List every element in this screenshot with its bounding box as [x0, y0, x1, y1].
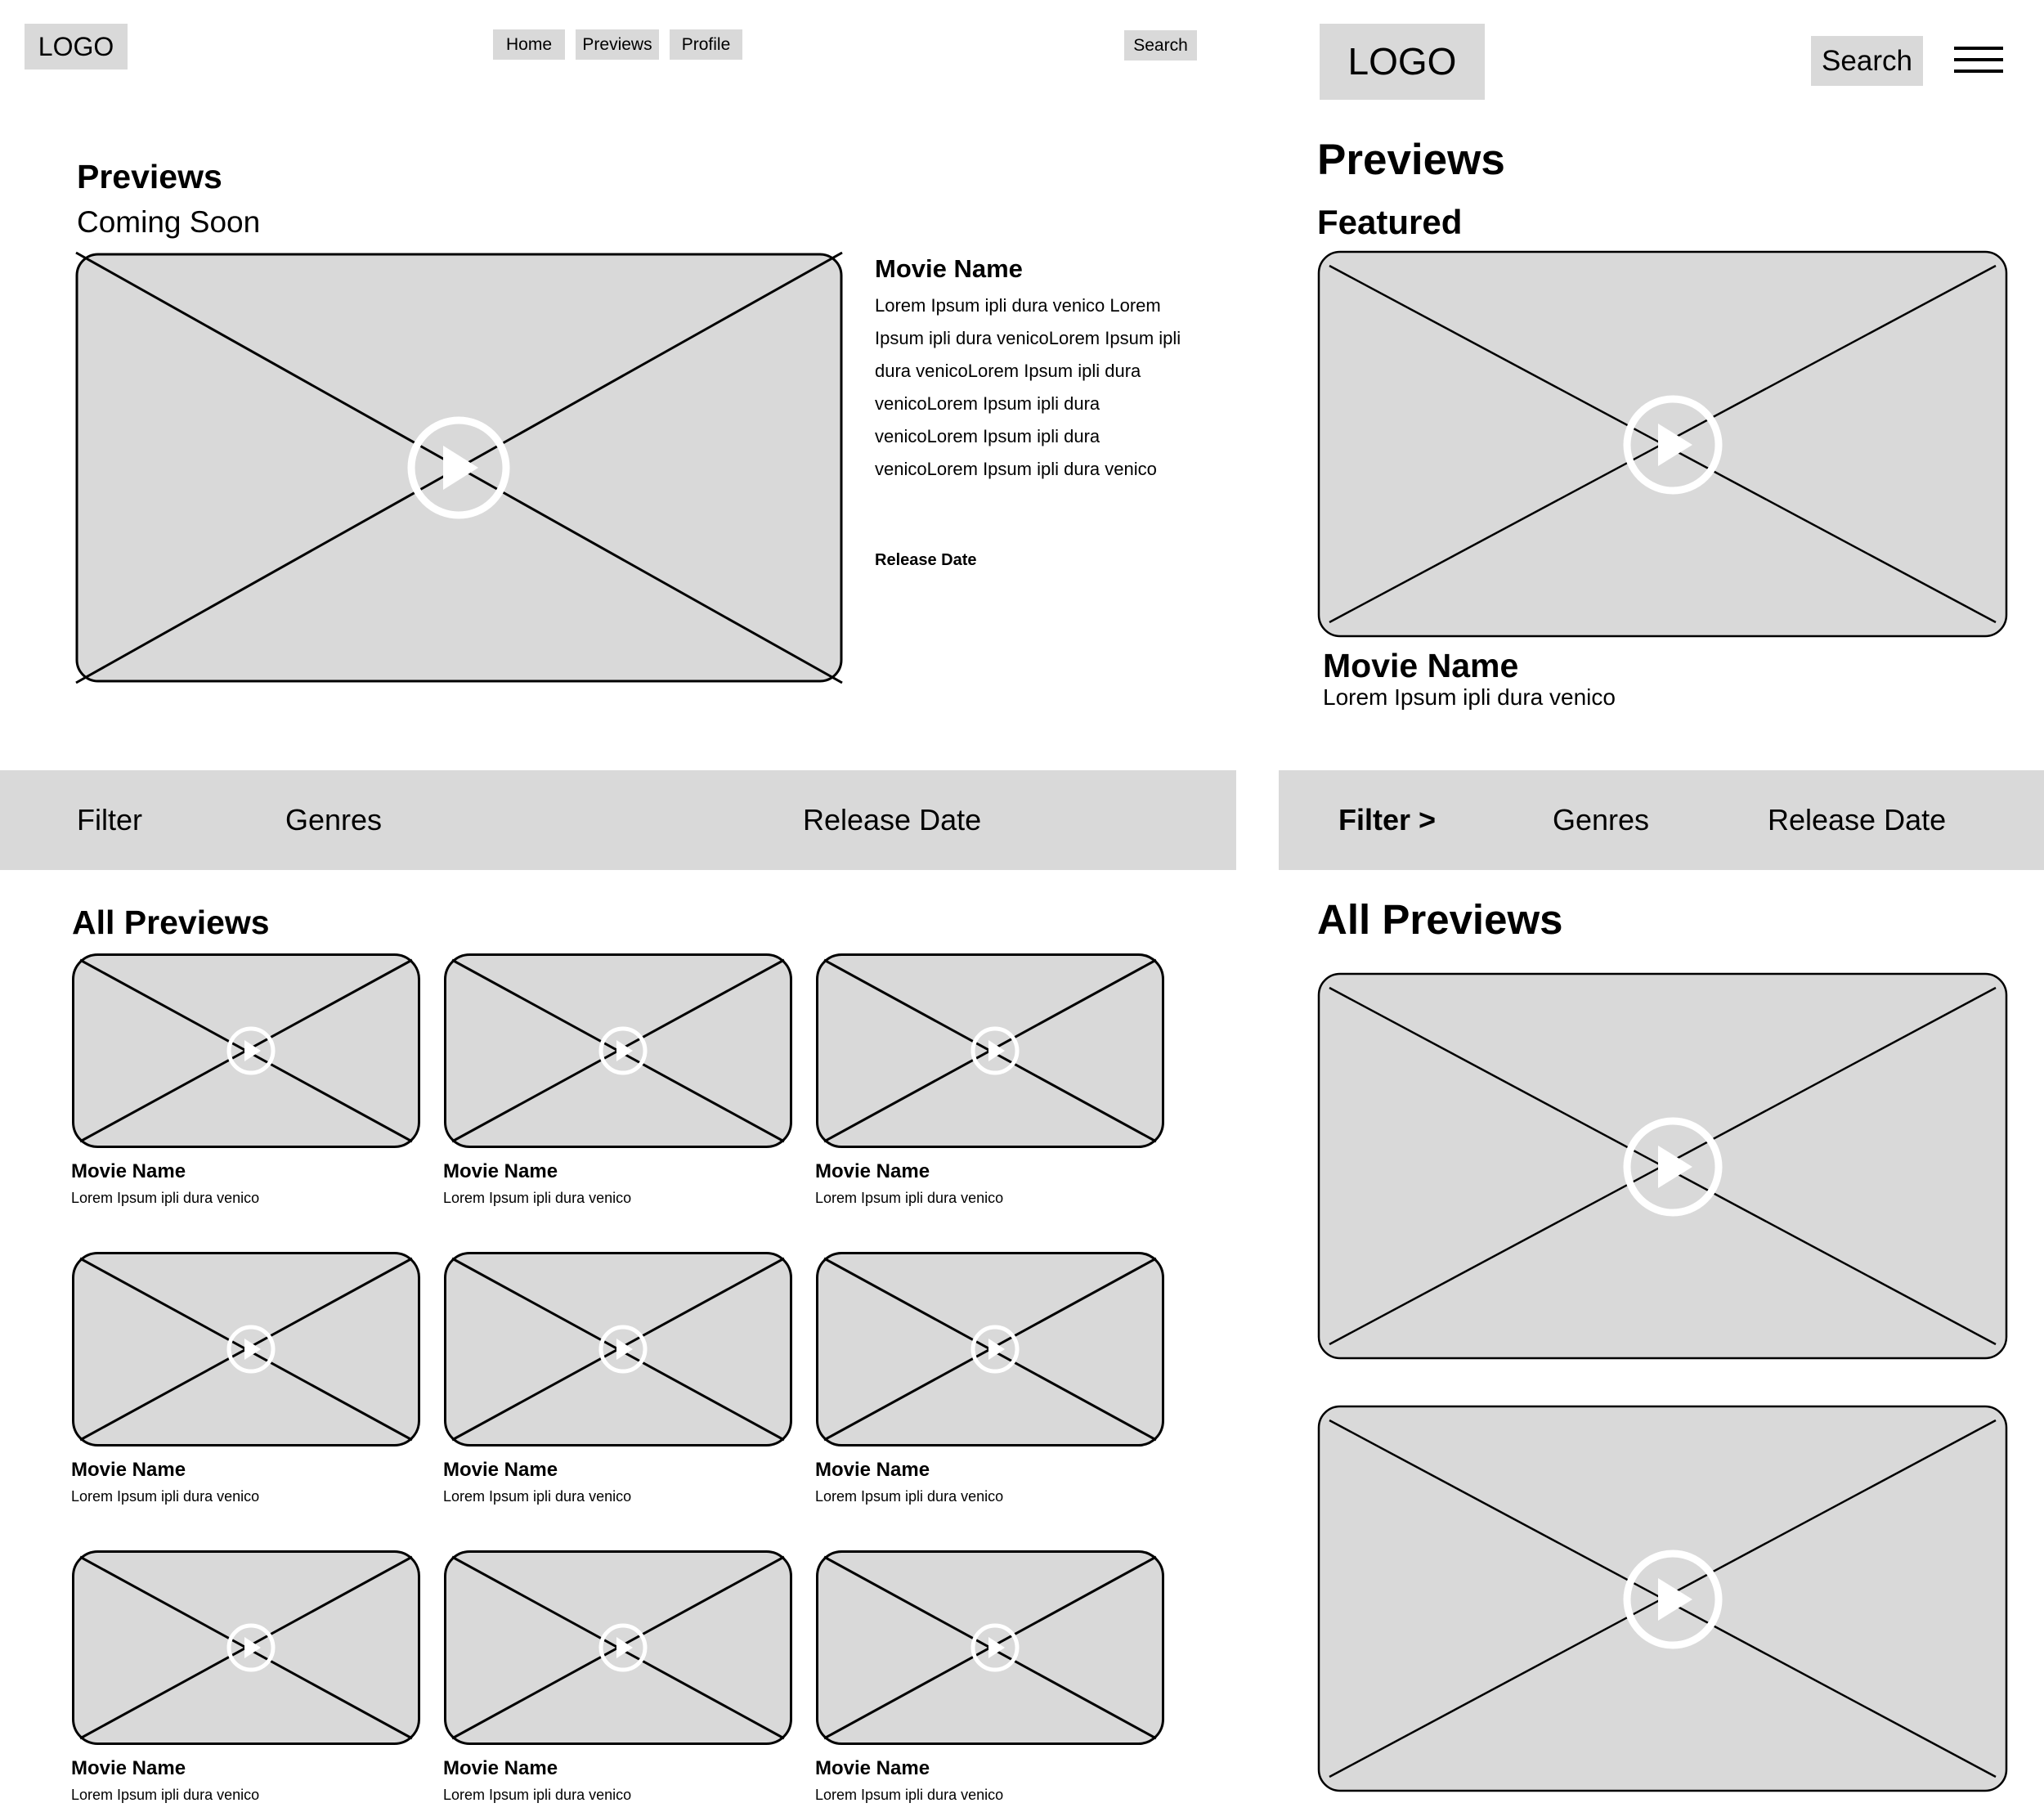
nav-previews-label: Previews: [582, 35, 652, 54]
featured-movie-name: Movie Name: [1323, 647, 1519, 684]
mobile-preview-graphic-1: [1318, 973, 2007, 1359]
desktop-search-button[interactable]: [1124, 30, 1197, 61]
preview-card-description: Lorem Ipsum ipli dura venico: [71, 1787, 260, 1803]
preview-card-movie-name: Movie Name: [443, 1459, 558, 1481]
preview-card-graphic: [816, 1550, 1164, 1745]
hero-release-date: Release Date: [875, 551, 977, 569]
featured-video-graphic: [1318, 251, 2007, 637]
hero-video[interactable]: [76, 253, 842, 683]
mobile-search-label: Search: [1822, 45, 1912, 77]
preview-card-movie-name: Movie Name: [71, 1459, 186, 1481]
preview-card-description: Lorem Ipsum ipli dura venico: [443, 1190, 632, 1206]
mobile-genres-button[interactable]: Genres: [1553, 803, 1650, 836]
mobile-filter-button[interactable]: Filter >: [1338, 803, 1437, 836]
preview-card-graphic: [72, 1550, 420, 1745]
mobile-search-button[interactable]: [1811, 36, 1923, 86]
mobile-logo-text: LOGO: [1347, 40, 1457, 83]
preview-card-description: Lorem Ipsum ipli dura venico: [443, 1787, 632, 1803]
preview-card-movie-name: Movie Name: [815, 1459, 930, 1481]
preview-card-video[interactable]: [816, 1550, 1164, 1745]
preview-card-movie-name: Movie Name: [815, 1160, 930, 1182]
preview-card-movie-name: Movie Name: [71, 1160, 186, 1182]
preview-card-movie-name: Movie Name: [443, 1757, 558, 1779]
preview-card-description: Lorem Ipsum ipli dura venico: [71, 1488, 260, 1505]
desktop-filter-button[interactable]: Filter: [77, 803, 142, 836]
desktop-coming-soon: Coming Soon: [77, 205, 261, 239]
desktop-genres-button[interactable]: Genres: [285, 803, 383, 836]
preview-card-graphic: [72, 953, 420, 1148]
nav-profile[interactable]: [670, 29, 742, 60]
mobile-preview-video-2[interactable]: [1318, 1406, 2007, 1792]
preview-card-video[interactable]: [72, 1252, 420, 1446]
preview-card-graphic: [444, 1252, 792, 1446]
nav-home[interactable]: [493, 29, 565, 60]
preview-card-video[interactable]: [444, 1550, 792, 1745]
mobile-preview-video-1[interactable]: [1318, 973, 2007, 1359]
preview-card-movie-name: Movie Name: [815, 1757, 930, 1779]
preview-card-video[interactable]: [444, 953, 792, 1148]
preview-card-graphic: [72, 1252, 420, 1446]
preview-card-video[interactable]: [444, 1252, 792, 1446]
desktop-page-title: Previews: [77, 158, 222, 195]
hamburger-menu-icon[interactable]: [1954, 47, 2003, 73]
preview-card-graphic: [444, 953, 792, 1148]
desktop-search-label: Search: [1133, 36, 1188, 55]
preview-card-graphic: [816, 953, 1164, 1148]
preview-card-description: Lorem Ipsum ipli dura venico: [71, 1190, 260, 1206]
preview-card-video[interactable]: [72, 1550, 420, 1745]
desktop-release-date-button[interactable]: Release Date: [803, 803, 982, 836]
featured-video[interactable]: [1318, 251, 2007, 637]
mobile-featured-label: Featured: [1317, 203, 1463, 241]
preview-card-description: Lorem Ipsum ipli dura venico: [815, 1488, 1004, 1505]
preview-card-video[interactable]: [72, 953, 420, 1148]
preview-card-video[interactable]: [816, 953, 1164, 1148]
preview-card-description: Lorem Ipsum ipli dura venico: [443, 1488, 632, 1505]
mobile-release-date-button[interactable]: Release Date: [1768, 803, 1947, 836]
preview-card-description: Lorem Ipsum ipli dura venico: [815, 1190, 1004, 1206]
desktop-logo-text: LOGO: [38, 32, 114, 61]
preview-card-description: Lorem Ipsum ipli dura venico: [815, 1787, 1004, 1803]
hero-video-graphic: [76, 253, 842, 683]
preview-card-graphic: [816, 1252, 1164, 1446]
preview-card-movie-name: Movie Name: [443, 1160, 558, 1182]
featured-description: Lorem Ipsum ipli dura venico: [1323, 684, 1616, 710]
desktop-logo[interactable]: [25, 24, 128, 70]
nav-profile-label: Profile: [681, 35, 731, 54]
nav-previews[interactable]: [576, 29, 659, 60]
hero-description: Lorem Ipsum ipli dura venico Lorem Ipsum ipli dura venicoLorem Ipsum ipli dura venicoLorem Ipsum ipli dura venicoLorem Ipsum ipli dura venicoLorem Ipsum ipli dura venicoLorem Ipsum ipli dura venico: [875, 295, 1181, 479]
desktop-all-previews-title: All Previews: [72, 904, 270, 941]
desktop-filter-bar: [0, 770, 1236, 870]
preview-card-graphic: [444, 1550, 792, 1745]
mobile-page-title: Previews: [1317, 136, 1505, 184]
preview-card-video[interactable]: [816, 1252, 1164, 1446]
mobile-preview-graphic-2: [1318, 1406, 2007, 1792]
nav-home-label: Home: [505, 35, 553, 54]
mobile-all-previews-title: All Previews: [1317, 896, 1563, 943]
mobile-logo[interactable]: [1320, 24, 1485, 100]
preview-card-movie-name: Movie Name: [71, 1757, 186, 1779]
hero-movie-name: Movie Name: [875, 254, 1023, 283]
